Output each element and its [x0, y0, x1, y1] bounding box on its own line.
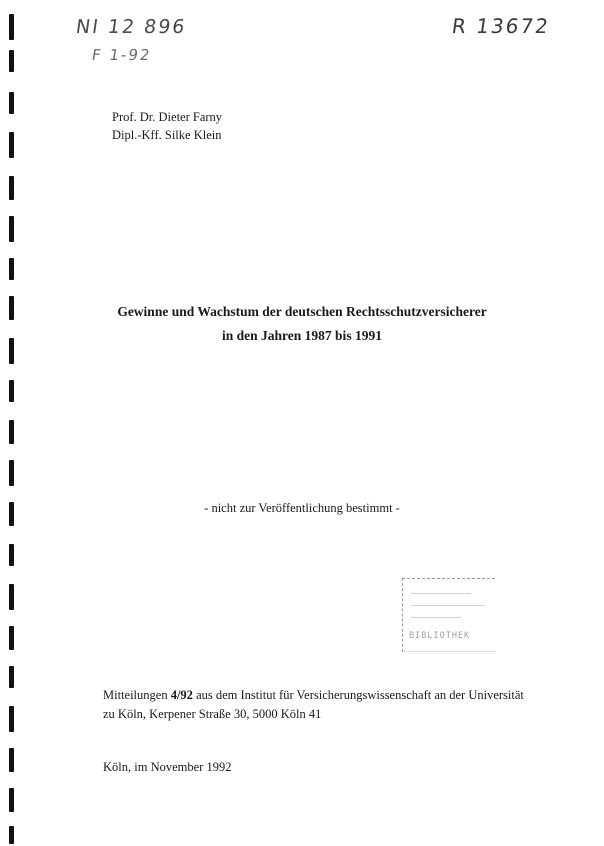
author-name: Prof. Dr. Dieter Farny: [112, 110, 223, 124]
document-title: [0, 300, 604, 348]
library-stamp: [402, 578, 495, 652]
stamp-text: BIBLIOTHEK: [409, 631, 471, 641]
author-name: Dipl.-Kff. Silke Klein: [112, 128, 222, 142]
title-line: Gewinne und Wachstum der deutschen Rechtsschutzversicherer: [117, 304, 487, 319]
confidentiality-notice: - nicht zur Veröffentlichung bestimmt -: [204, 501, 400, 515]
institute-line: aus dem Institut für Versicherungswissenschaft an der Universität: [196, 688, 524, 702]
publication-info: [103, 686, 524, 724]
title-line: in den Jahren 1987 bis 1991: [222, 328, 382, 343]
institute-address: zu Köln, Kerpener Straße 30, 5000 Köln 41: [103, 707, 322, 721]
binding-punch-marks: [0, 0, 20, 846]
author-block: [112, 108, 222, 144]
series-number: 4/92: [170, 688, 193, 702]
handwritten-catalog-number: R 13672: [450, 14, 552, 38]
place-and-date: Köln, im November 1992: [103, 760, 232, 774]
series-prefix: Mitteilungen: [103, 688, 168, 702]
handwritten-archive-note: NI 12 896: [74, 16, 188, 38]
handwritten-archive-note-secondary: F 1-92: [90, 46, 153, 64]
